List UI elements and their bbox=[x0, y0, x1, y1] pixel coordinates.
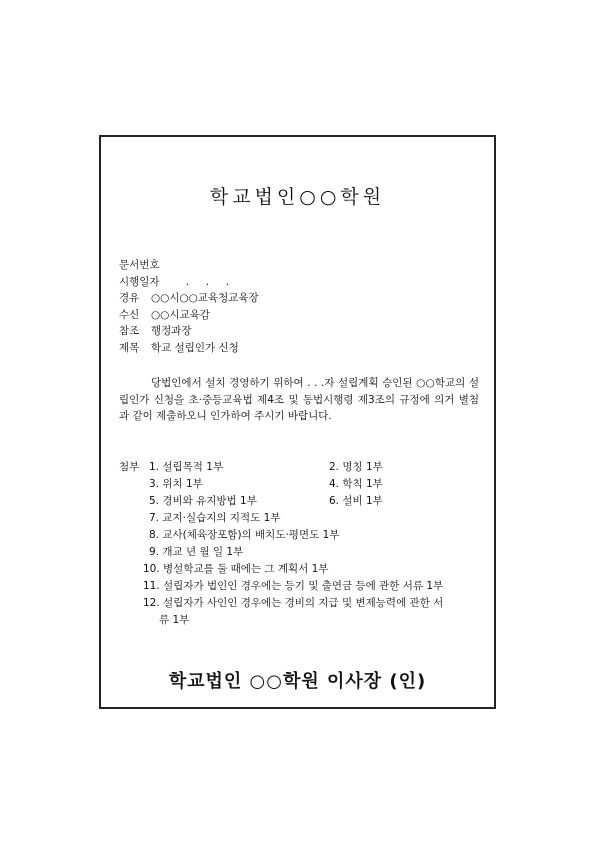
document-frame bbox=[99, 135, 496, 709]
meta-label: 문서번호 bbox=[119, 259, 160, 271]
meta-recipient bbox=[119, 307, 259, 324]
meta-doc-number bbox=[119, 257, 259, 274]
meta-subject bbox=[119, 340, 259, 357]
meta-reference bbox=[119, 323, 259, 340]
attachment-item: 12. 설립자가 사인인 경우에는 경비의 지급 및 변제능력에 관한 서류 1부 bbox=[143, 597, 444, 626]
meta-value: 학교 설립인가 신청 bbox=[151, 341, 239, 354]
attachment-item: 5. 경비와 유지방법 1부 bbox=[149, 495, 257, 507]
attachment-item: 9. 개교 년 월 일 1부 bbox=[149, 546, 244, 558]
attachment-item: 11. 설립자가 법인인 경우에는 등기 및 출연금 등에 관한 서류 1부 bbox=[143, 580, 444, 592]
meta-value: ○○시교육감 bbox=[151, 308, 210, 321]
attachment-item: 6. 설비 1부 bbox=[329, 495, 383, 507]
document-meta bbox=[119, 257, 259, 356]
meta-label: 참조 bbox=[119, 325, 140, 337]
attachment-item: 7. 교지·실습지의 지적도 1부 bbox=[149, 512, 281, 524]
meta-label: 경유 bbox=[119, 292, 140, 304]
meta-label: 시행일자 bbox=[119, 275, 160, 288]
attachment-item: 1. 설립목적 1부 bbox=[149, 461, 224, 473]
meta-date bbox=[119, 274, 259, 291]
signature-line: 학교법인 ○○학원 이사장 (인) bbox=[168, 671, 427, 692]
meta-value: . . . bbox=[169, 275, 230, 288]
attachments-label: 첨부 bbox=[119, 461, 140, 473]
meta-via bbox=[119, 290, 259, 307]
meta-value: ○○시○○교육청교육장 bbox=[151, 292, 259, 304]
meta-label: 제목 bbox=[119, 341, 140, 354]
meta-label: 수신 bbox=[119, 308, 140, 321]
body-paragraph: 당법인에서 설치 경영하기 위하여 . . .자 설립계획 승인된 ○○학교의 설립인가 신청을 초·중등교육법 제4조 및 동법시행령 제3조의 규정에 의거 별첨과 같이 제출하오니 인가하여 주시기 바랍니다. bbox=[119, 377, 479, 422]
attachment-item: 8. 교사(체육장포함)의 배치도·평면도 1부 bbox=[149, 529, 340, 541]
meta-value: 행정과장 bbox=[151, 325, 192, 337]
document-title: 학교법인○○학원 bbox=[209, 186, 386, 208]
attachment-item: 3. 위치 1부 bbox=[149, 478, 203, 490]
attachment-item: 10. 병설학교를 둘 때에는 그 계획서 1부 bbox=[143, 563, 329, 575]
document-body bbox=[119, 375, 479, 425]
attachment-item: 2. 명칭 1부 bbox=[329, 461, 383, 473]
attachment-item: 4. 학칙 1부 bbox=[329, 478, 383, 490]
